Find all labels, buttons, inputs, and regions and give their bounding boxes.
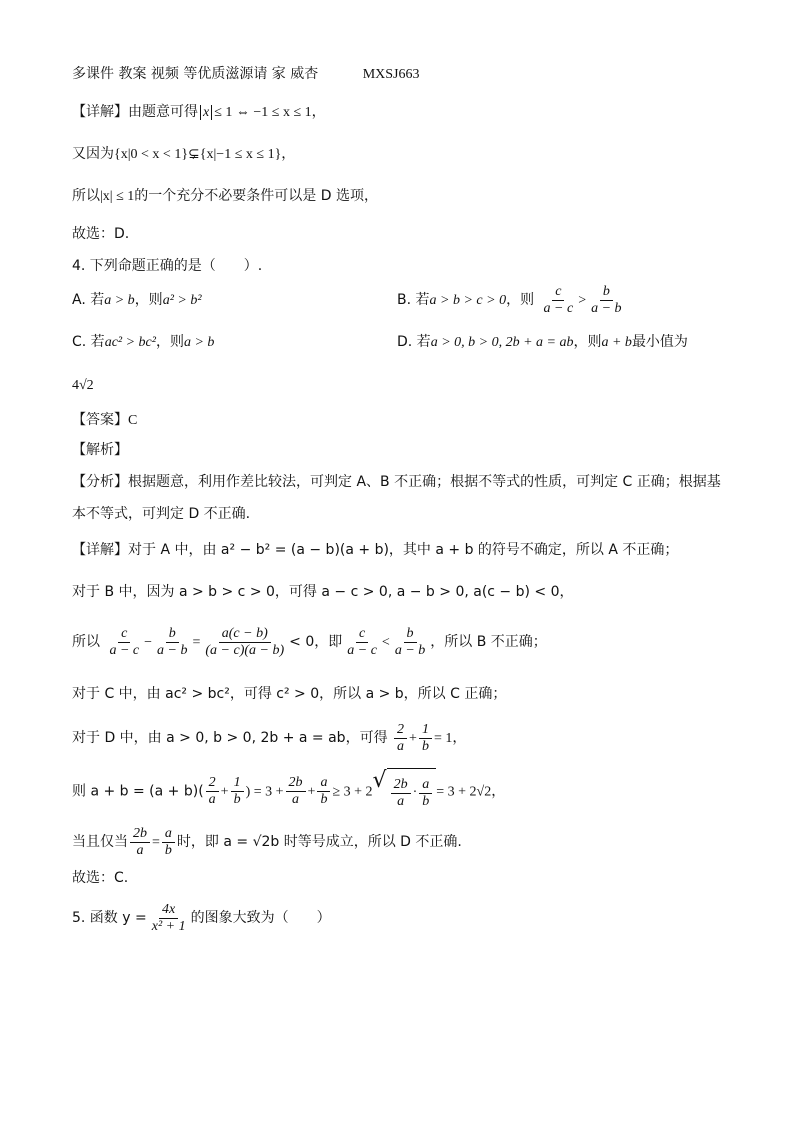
q4-option-b: B. 若a > b > c > 0，则 $\frac{c}{a - c}$ > $\frac{b}{a - b}$ [397,283,622,316]
q4-option-d-value: 4√2 [72,378,94,393]
detail-b-line: 对于 B 中，因为 a > b > c > 0，可得 a − c > 0, a − b > 0, a(c − b) < 0， [72,584,574,600]
analysis-label: 【解析】 [72,442,128,458]
watermark-text: 多课件 教案 视频 等优质滋源请 家 威杏 [72,66,319,82]
q4-option-a: A. 若a > b，则a² > b² [72,292,202,308]
detail-f-line: 当且仅当 $\frac{2b}{a}$ = $\frac{a}{b}$ 时，即 a = √2b 时等号成立，所以 D 不正确. [72,825,462,858]
detail-label: 【详解】 [72,104,128,120]
answer-line [72,410,137,431]
q4-option-d: D. 若a > 0, b > 0, 2b + a = ab，则a + b最小值为 [397,334,688,350]
answer-label: 【答案】 [72,412,128,428]
prev-choice: 故选：D. [72,226,130,242]
doc-code: MXSJ663 [362,67,420,82]
q4-option-c: C. 若ac² > bc²，则a > b [72,334,215,350]
answer-choice: 故选：C. [72,870,129,886]
sqrt-sign: √ $\frac{2b}{a}$ · $\frac{a}{b}$ [373,768,437,815]
detail-d-line: 对于 D 中，由 a > 0, b > 0, 2b + a = ab，可得 $\frac{2}{a}$ + $\frac{1}{b}$ = 1， [72,721,467,754]
header-line [72,64,420,85]
detail-a-line: 【详解】对于 A 中，由 a² − b² = (a − b)(a + b)，其中 a + b 的符号不确定，所以 A 不正确； [72,542,679,558]
detail-b2-line: 所以 $\frac{c}{a - c}$ − $\frac{b}{a - b}$ = $\frac{a(c - b)}{(a - c)(a - b)}$ < 0，即 $\frac{c}{a - c}$ < $\frac{b}{a - b}$ ，所以 B 不正确； [72,625,547,658]
prev-set-line: 又因为{x|0 < x < 1}⊊{x|−1 ≤ x ≤ 1}， [72,146,296,162]
prev-conclusion-line: 所以|x| ≤ 1的一个充分不必要条件可以是 D 选项， [72,188,378,204]
fenxi-line-1: 【分析】根据题意，利用作差比较法，可判定 A、B 不正确；根据不等式的性质，可判定 C 正确；根据基 [72,474,721,490]
fenxi-line-2: 本不等式，可判定 D 不正确. [72,506,251,522]
detail-c-line: 对于 C 中，由 ac² > bc²，可得 c² > 0，所以 a > b，所以 C 正确； [72,686,507,702]
q4-title: 4. 下列命题正确的是（ ）. [72,258,263,274]
q5-title: 5. 函数 y = $\frac{4x}{\text{x² + 1}}$ 的图象大致为（ ） [72,901,331,934]
prev-detail-line: 【详解】由题意可得 x ≤ 1 ⇔ −1 ≤ x ≤ 1， [72,104,326,120]
detail-e-line: 则 a + b = (a + b)( $\frac{2}{a}$ + $\frac{1}{b}$ ) = 3 + $\frac{2b}{a}$ + $\frac{a}{b}$ ≥ 3 + 2 √ $\frac{2b}{a}$ · $\frac{a}{b}$ = 3 + 2√2， [72,768,505,815]
answer-value: C [128,413,138,428]
